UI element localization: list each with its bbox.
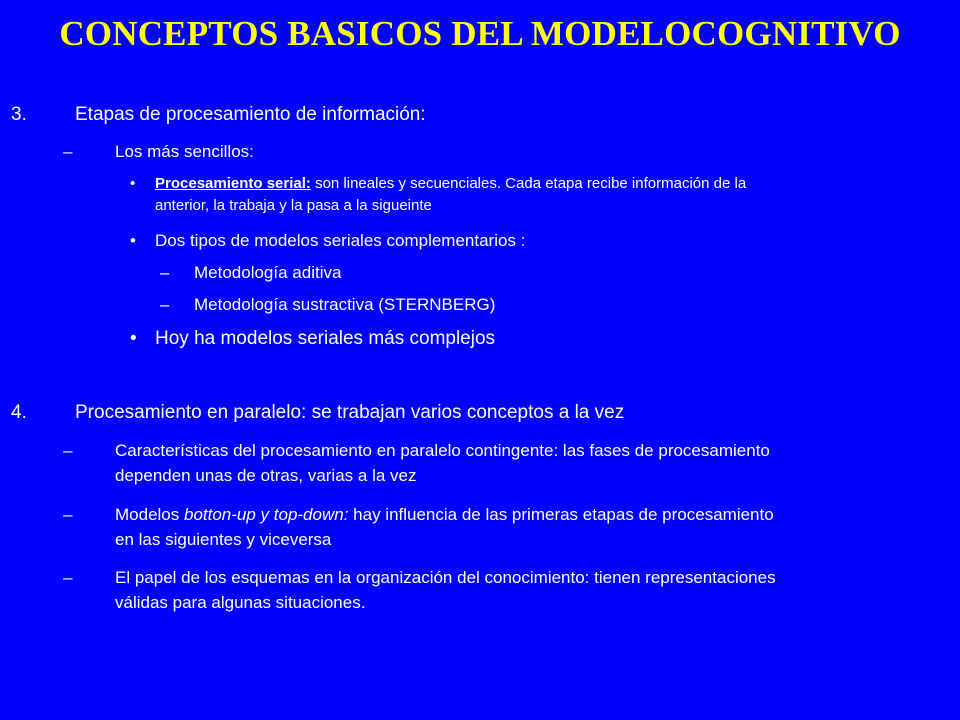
italic-term: botton-up y top-down:: [183, 505, 349, 524]
item-text-continuation: válidas para algunas situaciones.: [115, 593, 366, 612]
item-text-pre: Modelos: [115, 505, 184, 524]
bullet-text-rest: son lineales y secuenciales. Cada etapa recibe información de la: [310, 175, 747, 192]
dash-marker: –: [63, 441, 73, 460]
underlined-term: Procesamiento serial:: [155, 175, 311, 192]
slide-title: CONCEPTOS BASICOS DEL MODELOCOGNITIVO: [59, 14, 901, 53]
dash-marker: –: [160, 295, 170, 314]
sub-bullet-text: Metodología sustractiva (STERNBERG): [194, 295, 496, 314]
dash-marker: –: [63, 568, 73, 587]
item-text: Características del procesamiento en paralelo contingente: las fases de procesamiento: [115, 441, 770, 460]
dash-marker: –: [63, 505, 73, 524]
bullet-text-continuation: anterior, la trabaja y la pasa a la sigueinte: [155, 197, 432, 214]
item-text: [115, 505, 774, 525]
sub-item-text: Los más sencillos:: [115, 142, 254, 161]
section-number: 4.: [11, 402, 27, 423]
bullet-marker: •: [130, 231, 136, 250]
bullet-marker: •: [130, 175, 136, 192]
section-heading: Etapas de procesamiento de información:: [75, 104, 426, 125]
section-number: 3.: [11, 104, 27, 125]
dash-marker: –: [63, 142, 73, 161]
item-text-post: hay influencia de las primeras etapas de procesamiento: [348, 505, 774, 524]
dash-marker: –: [160, 263, 170, 282]
bullet-text: [155, 175, 746, 192]
sub-bullet-text: Metodología aditiva: [194, 263, 342, 282]
section-heading: Procesamiento en paralelo: se trabajan varios conceptos a la vez: [75, 402, 625, 423]
bullet-text: Hoy ha modelos seriales más complejos: [155, 328, 496, 349]
item-text-continuation: dependen unas de otras, varias a la vez: [115, 466, 417, 485]
item-text-continuation: en las siguientes y viceversa: [115, 530, 332, 549]
bullet-text: Dos tipos de modelos seriales complementarios :: [155, 231, 526, 250]
bullet-marker: •: [130, 328, 137, 349]
item-text: El papel de los esquemas en la organización del conocimiento: tienen representaciones: [115, 568, 776, 587]
